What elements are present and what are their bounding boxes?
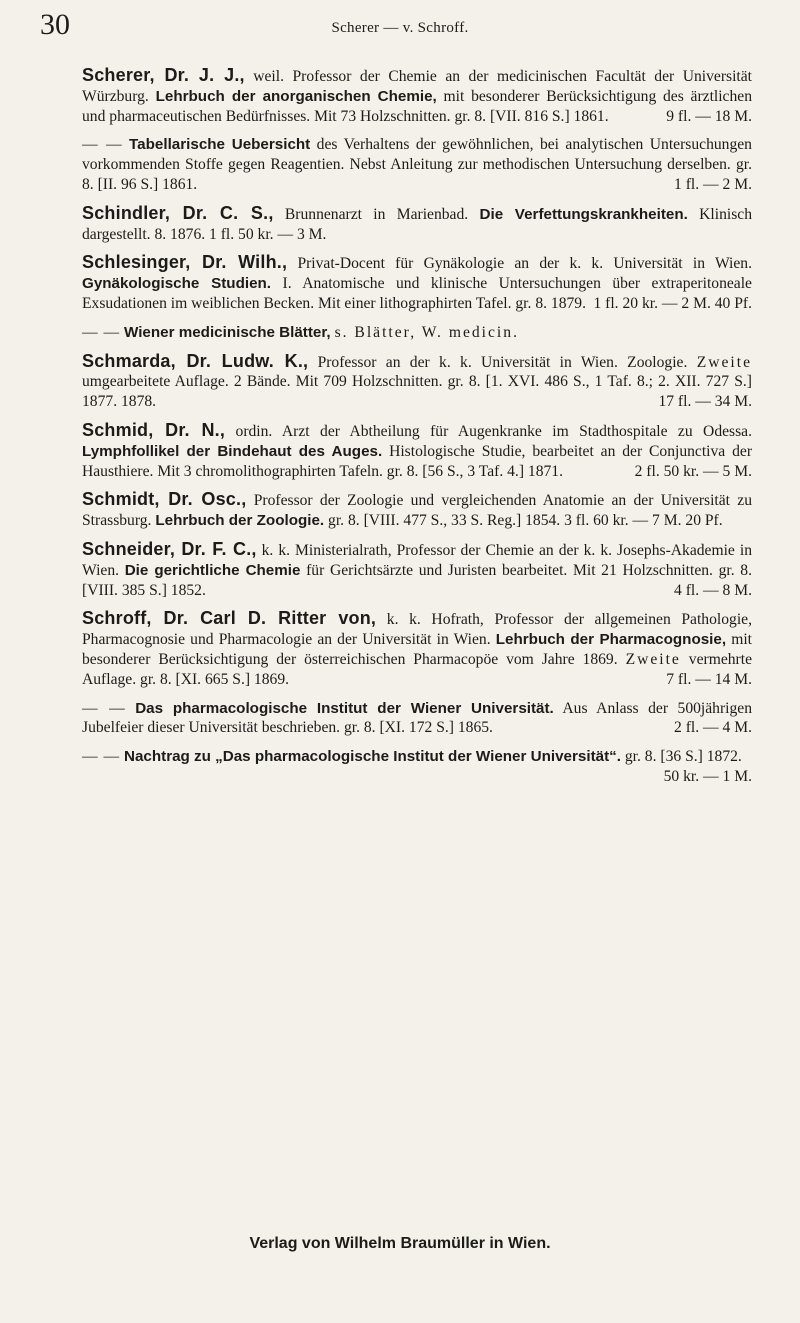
entry-text: Professor an der k. k. Universität in Wien. Zoologie. (317, 353, 688, 371)
entry-price: 50 kr. — 1 M. (663, 767, 752, 785)
catalogue-entry (82, 609, 752, 689)
running-head: Scherer — v. Schroff. (331, 20, 469, 36)
entry-price: 17 fl. — 34 M. (658, 393, 752, 411)
entry-author: Schmidt, Dr. Osc., (82, 489, 247, 510)
catalogue-entry (82, 352, 752, 412)
publisher-footer: Verlag von Wilhelm Braumüller in Wien. (249, 1235, 551, 1252)
entry-text: weil. Professor der Chemie an der medicinischen Facultät der Universität Würzburg. (82, 68, 752, 105)
entry-spaced-text: Zweite (696, 353, 753, 371)
entry-ditto-dash: — — (82, 748, 121, 766)
catalogue-entry (82, 253, 752, 313)
entry-price: 1 fl. — 2 M. (674, 175, 752, 193)
catalogue-entry (82, 490, 752, 531)
entry-title: Wiener medicinische Blätter, (124, 323, 331, 341)
entry-author: Schmid, Dr. N., (82, 419, 226, 440)
entry-price: 2 fl. 50 kr. — 5 M. (634, 462, 752, 480)
entry-price: 4 fl. — 8 M. (674, 581, 752, 599)
entry-ditto-dash: — — (82, 136, 123, 154)
entry-ditto-dash: — — (82, 323, 121, 341)
entry-text: mit besonderer Berücksichtigung des ärztlichen und pharmaceutischen Bedürfnisses. Mit 73 Holzschnitten. gr. 8. [VII. 816 S.] 1861. (82, 87, 752, 125)
entry-spaced-text: Zweite (625, 650, 681, 668)
entry-title: Lehrbuch der anorganischen Chemie, (155, 87, 437, 105)
entry-author: Schneider, Dr. F. C., (82, 538, 257, 559)
entry-text: ordin. Arzt der Abtheilung für Augenkranke im Stadthospitale zu Odessa. (235, 422, 752, 440)
entry-ditto-dash: — — (82, 699, 126, 717)
catalogue-entry (82, 540, 752, 600)
page-number: 30 (40, 8, 70, 41)
entry-text: k. k. Ministerialrath, Professor der Chemie an der k. k. Josephs-Akademie in Wien. (82, 541, 752, 579)
entry-text: des Verhaltens der gewöhnlichen, bei analytischen Untersuchungen vorkommenden Stoffe gegen Reagentien. Nebst Anleitung zur methodischen Untersuchung derselben. gr. 8. [II. 96 S.] 1861. (82, 136, 752, 193)
catalogue-entry (82, 699, 752, 739)
entry-text: Privat-Docent für Gynäkologie an der k. k. Universität in Wien. (297, 255, 752, 273)
catalogue-entry (82, 747, 752, 785)
entry-title: Die gerichtliche Chemie (124, 561, 301, 579)
catalogue-entry (82, 66, 752, 126)
entry-text: umgearbeitete Auflage. 2 Bände. Mit 709 Holzschnitten. gr. 8. [1. XVI. 486 S., 1 Taf. 8.; 2. XII. 727 S.] 1877. 1878. (82, 373, 752, 411)
entry-price: 1 fl. 20 kr. — 2 M. 40 Pf. (593, 294, 752, 312)
entry-text: Brunnenarzt in Marienbad. (284, 205, 469, 223)
entry-text: für Gerichtsärzte und Juristen bearbeitet. Mit 21 Holzschnitten. gr. 8. [VIII. 385 S.] 1852. (82, 561, 752, 599)
entry-text: k. k. Hofrath, Professor der allgemeinen Pathologie, Pharmacognosie und Pharmacologie an der Universität in Wien. (82, 611, 752, 649)
entry-price: 9 fl. — 18 M. (666, 107, 752, 125)
entry-text: gr. 8. [36 S.] 1872. (624, 748, 742, 766)
entry-text: Aus Anlass der 500jährigen Jubelfeier dieser Universität beschrieben. gr. 8. [XI. 172 S.] 1865. (82, 699, 753, 737)
entry-title: Lehrbuch der Pharmacognosie, (495, 631, 727, 649)
entry-author: Schroff, Dr. Carl D. Ritter von, (82, 608, 377, 629)
catalogue-entry (82, 204, 752, 245)
entry-text: Histologische Studie, bearbeitet an der Conjunctiva der Hausthiere. Mit 3 chromolithographirten Tafeln. gr. 8. [56 S., 3 Taf. 4.] 1871. (82, 442, 753, 480)
catalogue-entry (82, 135, 752, 194)
entry-title: Tabellarische Uebersicht (129, 136, 311, 154)
entry-text: Klinisch dargestellt. 8. 1876. 1 fl. 50 kr. — 3 M. (82, 205, 752, 243)
entry-title: Lymphfollikel der Bindehaut des Auges. (82, 442, 383, 460)
entry-price: 7 fl. — 14 M. (666, 670, 752, 688)
entry-price: 2 fl. — 4 M. (674, 719, 752, 737)
entry-title: Die Verfettungskrankheiten. (479, 205, 688, 223)
entry-title: Gynäkologische Studien. (82, 275, 272, 293)
entry-title: Lehrbuch der Zoologie. (155, 512, 325, 530)
entry-text: mit besonderer Berücksichtigung der österreichischen Pharmacopöe vom Jahre 1869. (82, 631, 752, 668)
entry-title: Nachtrag zu „Das pharmacologische Institut der Wiener Universität“. (124, 748, 621, 766)
entry-author: Schlesinger, Dr. Wilh., (82, 252, 288, 273)
entry-author: Schmarda, Dr. Ludw. K., (82, 350, 309, 371)
catalogue-entries (82, 66, 752, 787)
catalogue-entry (82, 323, 752, 343)
catalogue-entry (82, 421, 752, 481)
entry-text: s. Blätter, W. medicin. (334, 323, 519, 341)
entry-text: vermehrte Auflage. gr. 8. [XI. 665 S.] 1869. (82, 650, 752, 688)
entry-text: I. Anatomische und klinische Untersuchungen über extraperitoneale Exsudationen im weiblichen Becken. Mit einer lithographirten Tafel. gr. 8. 1879. (82, 275, 752, 312)
entry-author: Schindler, Dr. C. S., (82, 202, 274, 223)
entry-author: Scherer, Dr. J. J., (82, 65, 245, 85)
entry-title: Das pharmacologische Institut der Wiener Universität. (135, 699, 554, 717)
entry-text: Professor der Zoologie und vergleichenden Anatomie an der Universität zu Strassburg. (82, 492, 752, 530)
entry-text: gr. 8. [VIII. 477 S., 33 S. Reg.] 1854. 3 fl. 60 kr. — 7 M. 20 Pf. (328, 512, 723, 530)
